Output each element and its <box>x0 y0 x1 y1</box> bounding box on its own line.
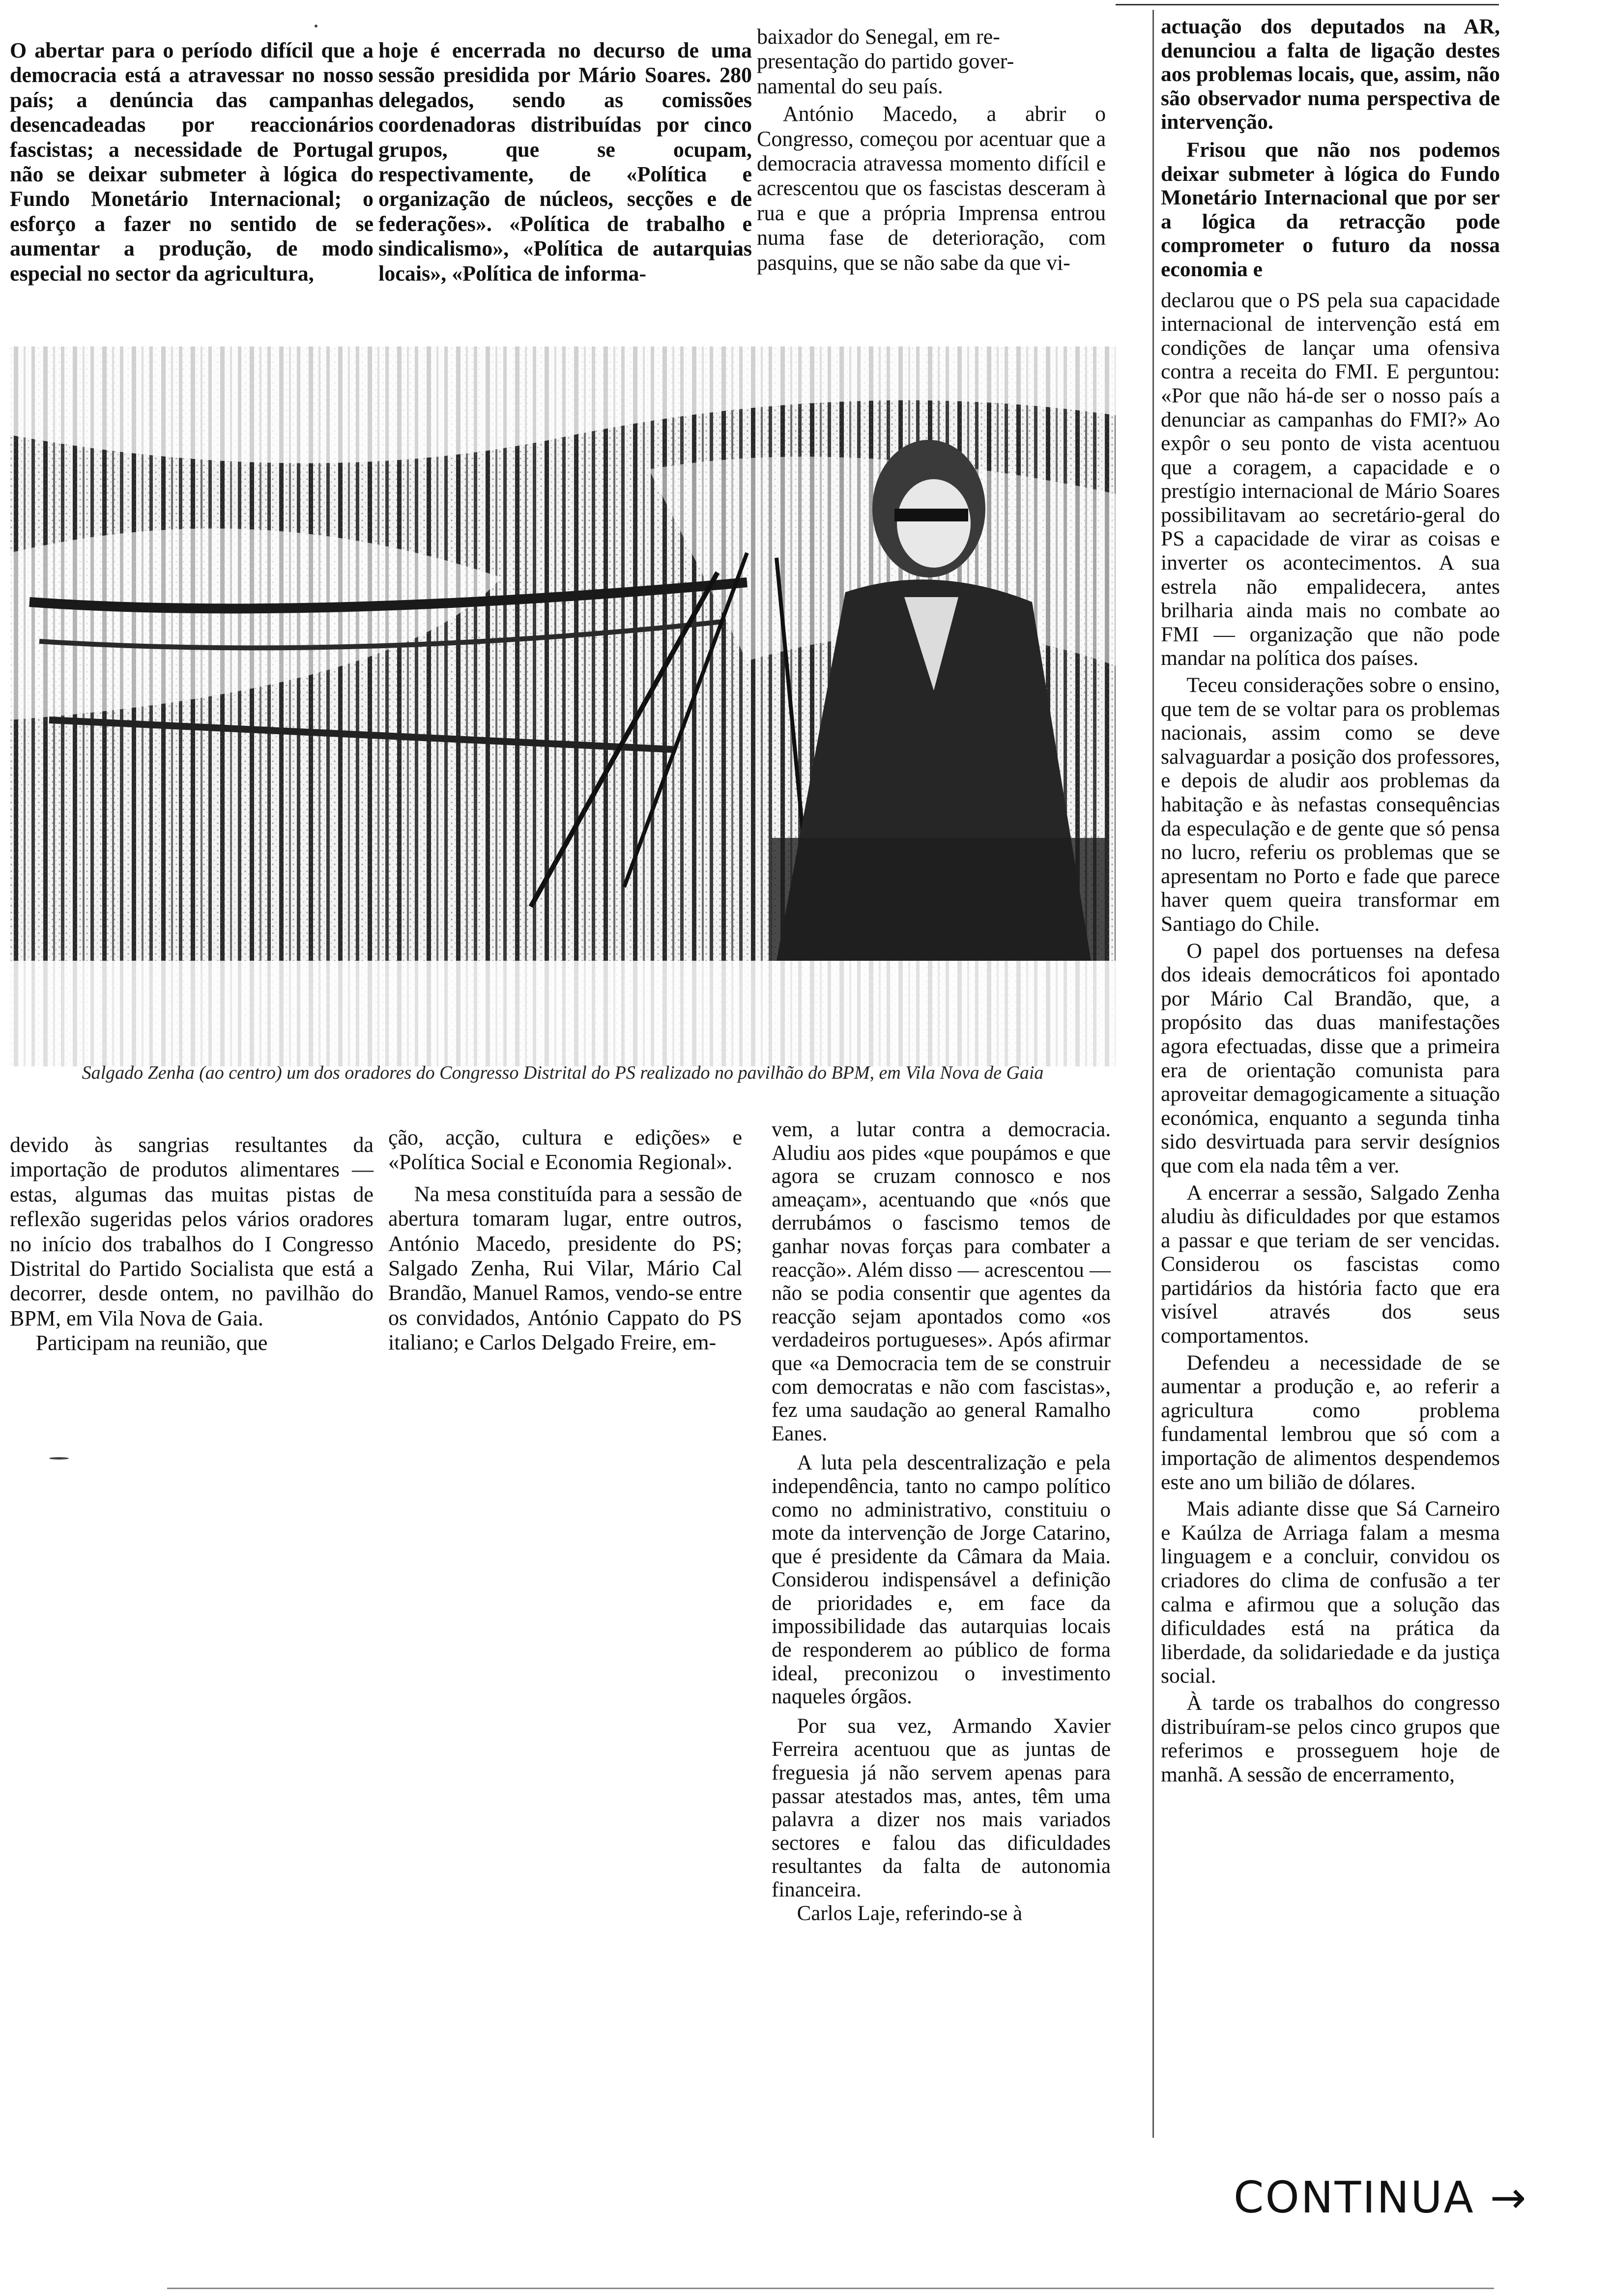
body-paragraph: A encerrar a sessão, Salgado Zenha aludiu às dificuldades por que estamos a passar e que teriam de ser vencidas. Considerou os fascistas como partidários da história facto que era visível através dos seus comportamentos. <box>1161 1180 1500 1348</box>
photo-caption: Salgado Zenha (ao centro) um dos oradores do Congresso Distrital do PS realizado no pavilhão do BPM, em Vila Nova de Gaia <box>82 1062 1044 1083</box>
lead-column-1 <box>10 38 374 286</box>
body-column-2 <box>388 1125 742 1355</box>
body-paragraph: actuação dos deputados na AR, denunciou a falta de ligação destes aos problemas locais, que, assim, não são observador numa perspectiva de intervenção. <box>1161 15 1500 134</box>
body-paragraph: A luta pela descentralização e pela independência, tanto no campo político como no administrativo, constituiu o mote da intervenção de Jorge Catarino, que é presidente da Câmara da Maia. Considerou indispensável a definição de prioridades e, em face da impossibilidade das autarquias locais de responderem ao público de forma ideal, preconizou o investimento naqueles órgãos. <box>772 1451 1111 1709</box>
lead-paragraph: O abertar para o período difícil que a democracia está a atravessar no nosso país; a denúncia das campanhas desencadeadas por reaccionários fascistas; a necessidade de Portugal não se deixar submeter à lógica do Fundo Monetário Internacional; o esforço a fazer no sentido de se aumentar a produção, de modo especial no sector da agricultura, <box>10 38 374 286</box>
ink-speck <box>315 25 317 28</box>
body-paragraph: devido às sangrias resultantes da importação de produtos alimentares — estas, algumas das muitas pistas de reflexão sugeridas pelos vários oradores no início dos trabalhos do I Congresso Distrital do Partido Socialista que está a decorrer, desde ontem, no pavilhão do BPM, em Vila Nova de Gaia. <box>10 1133 374 1330</box>
body-paragraph: Defendeu a necessidade de se aumentar a produção e, ao referir a agricultura como problema fundamental lembrou que só com a importação de alimentos despendemos este ano um bilião de dólares. <box>1161 1350 1500 1494</box>
lead-column-2 <box>378 38 752 286</box>
body-column-4 <box>1161 15 1500 1786</box>
page-top-rule <box>1116 4 1499 5</box>
continua-label: CONTINUA → <box>1234 2172 1528 2223</box>
lead-paragraph-2: hoje é encerrada no decurso de uma sessão presidida por Mário Soares. 280 delegados, sendo as comissões coordenadoras distribuídas por cinco grupos, que se ocupam, respectivamente, de «Política e organização de núcleos, secções e de federações». «Política de trabalho e sindicalismo», «Política de autarquias locais», «Política de informa- <box>378 38 752 286</box>
body-paragraph: Teceu considerações sobre o ensino, que tem de se voltar para os problemas nacionais, assim como se deve salvaguardar a posição dos professores, e depois de aludir aos problemas da habitação e às nefastas consequências da especulação e de gente que só pensa no lucro, referiu os problemas que se apresentam no Porto e fade que parece haver quem queira transformar em Santiago do Chile. <box>1161 673 1500 936</box>
body-paragraph: declarou que o PS pela sua capacidade internacional de intervenção está em condições de lançar uma ofensiva contra a receita do FMI. E perguntou: «Por que não há-de ser o nosso país a denunciar as campanhas do FMI?» Ao expôr o seu ponto de vista acentuou que a coragem, a capacidade e o prestígio internacional de Mário Soares possibilitavam ao secretário-geral do PS a capacidade de virar as coisas e inverter os acontecimentos. A sua estrela não empalidecera, antes brilharia ainda mais no combate ao FMI — organização que não pode mandar na política dos países. <box>1161 288 1500 670</box>
body-column-1 <box>10 1133 374 1356</box>
body-paragraph: vem, a lutar contra a democracia. Aludiu aos pides «que poupámos e que agora se cruzam connosco e nos ameaçam», acentuando que «nós que derrubámos o fascismo temos de ganhar novas forças para combater a reacção». Além disso — acrescentou — não se podia consentir que agentes da reacção sejam apontados como «os verdadeiros portugueses». Após afirmar que «a Democracia tem de se construir com democratas e não com fascistas», fez uma saudação ao general Ramalho Eanes. <box>772 1118 1111 1445</box>
body-paragraph: Frisou que não nos podemos deixar submeter à lógica do Fundo Monetário Internacional que por ser a lógica da retracção pode comprometer o futuro da nossa economia e <box>1161 138 1500 281</box>
text-line: presentação do partido gover- <box>757 49 1014 74</box>
body-paragraph: O papel dos portuenses na defesa dos ideais democráticos foi apontado por Mário Cal Brandão, que, a propósito das duas manifestações agora efectuadas, disse que a primeira era de orientação comunista para aproveitar demagogicamente a situação económica, enquanto a segunda tinha sido desvirtuada para servir desígnios que com ela nada têm a ver. <box>1161 939 1500 1177</box>
page-bottom-rule <box>167 2288 1494 2289</box>
body-paragraph: Carlos Laje, referindo-se à <box>797 1901 1023 1925</box>
body-paragraph: Na mesa constituída para a sessão de abertura tomaram lugar, entre outros, António Macedo, presidente do PS; Salgado Zenha, Rui Vilar, Mário Cal Brandão, Manuel Ramos, vendo-se entre os convidados, António Cappato do PS italiano; e Carlos Delgado Freire, em- <box>388 1181 742 1355</box>
body-paragraph: À tarde os trabalhos do congresso distribuíram-se pelos cinco grupos que referimos e prosseguem hoje de manhã. A sessão de encerramento, <box>1161 1691 1500 1786</box>
congress-photo <box>10 346 1116 1066</box>
lead-column-3 <box>757 25 1106 275</box>
column-4-left-rule <box>1152 10 1154 2138</box>
body-paragraph: ção, acção, cultura e edições» e «Política Social e Economia Regional». <box>388 1125 742 1175</box>
body-paragraph: Participam na reunião, que <box>35 1331 268 1355</box>
body-paragraph: Mais adiante disse que Sá Carneiro e Kaúlza de Arriaga falam a mesma linguagem e a concluir, convidou os criadores do clima de confusão a ter calma e afirmou que a solução das dificuldades está na prática da liberdade, da solidariedade e da justiça social. <box>1161 1497 1500 1688</box>
ink-speck <box>49 1457 69 1460</box>
text-line: baixador do Senegal, em re- <box>757 25 1000 49</box>
text-line: namental do seu país. <box>757 74 943 98</box>
body-column-3 <box>772 1118 1111 1925</box>
body-paragraph: Por sua vez, Armando Xavier Ferreira acentuou que as juntas de freguesia já não servem apenas para passar atestados mas, antes, têm uma palavra a dizer nos mais variados sectores e falou das dificuldades resultantes da falta de autonomia financeira. <box>772 1714 1111 1901</box>
macedo-paragraph: António Macedo, a abrir o Congresso, começou por acentuar que a democracia atravessa momento difícil e acrescentou que os fascistas desceram à rua e que a própria Imprensa entrou numa fase de deterioração, com pasquins, que se não sabe da que vi- <box>757 102 1106 275</box>
photo-illustration <box>10 346 1116 1066</box>
